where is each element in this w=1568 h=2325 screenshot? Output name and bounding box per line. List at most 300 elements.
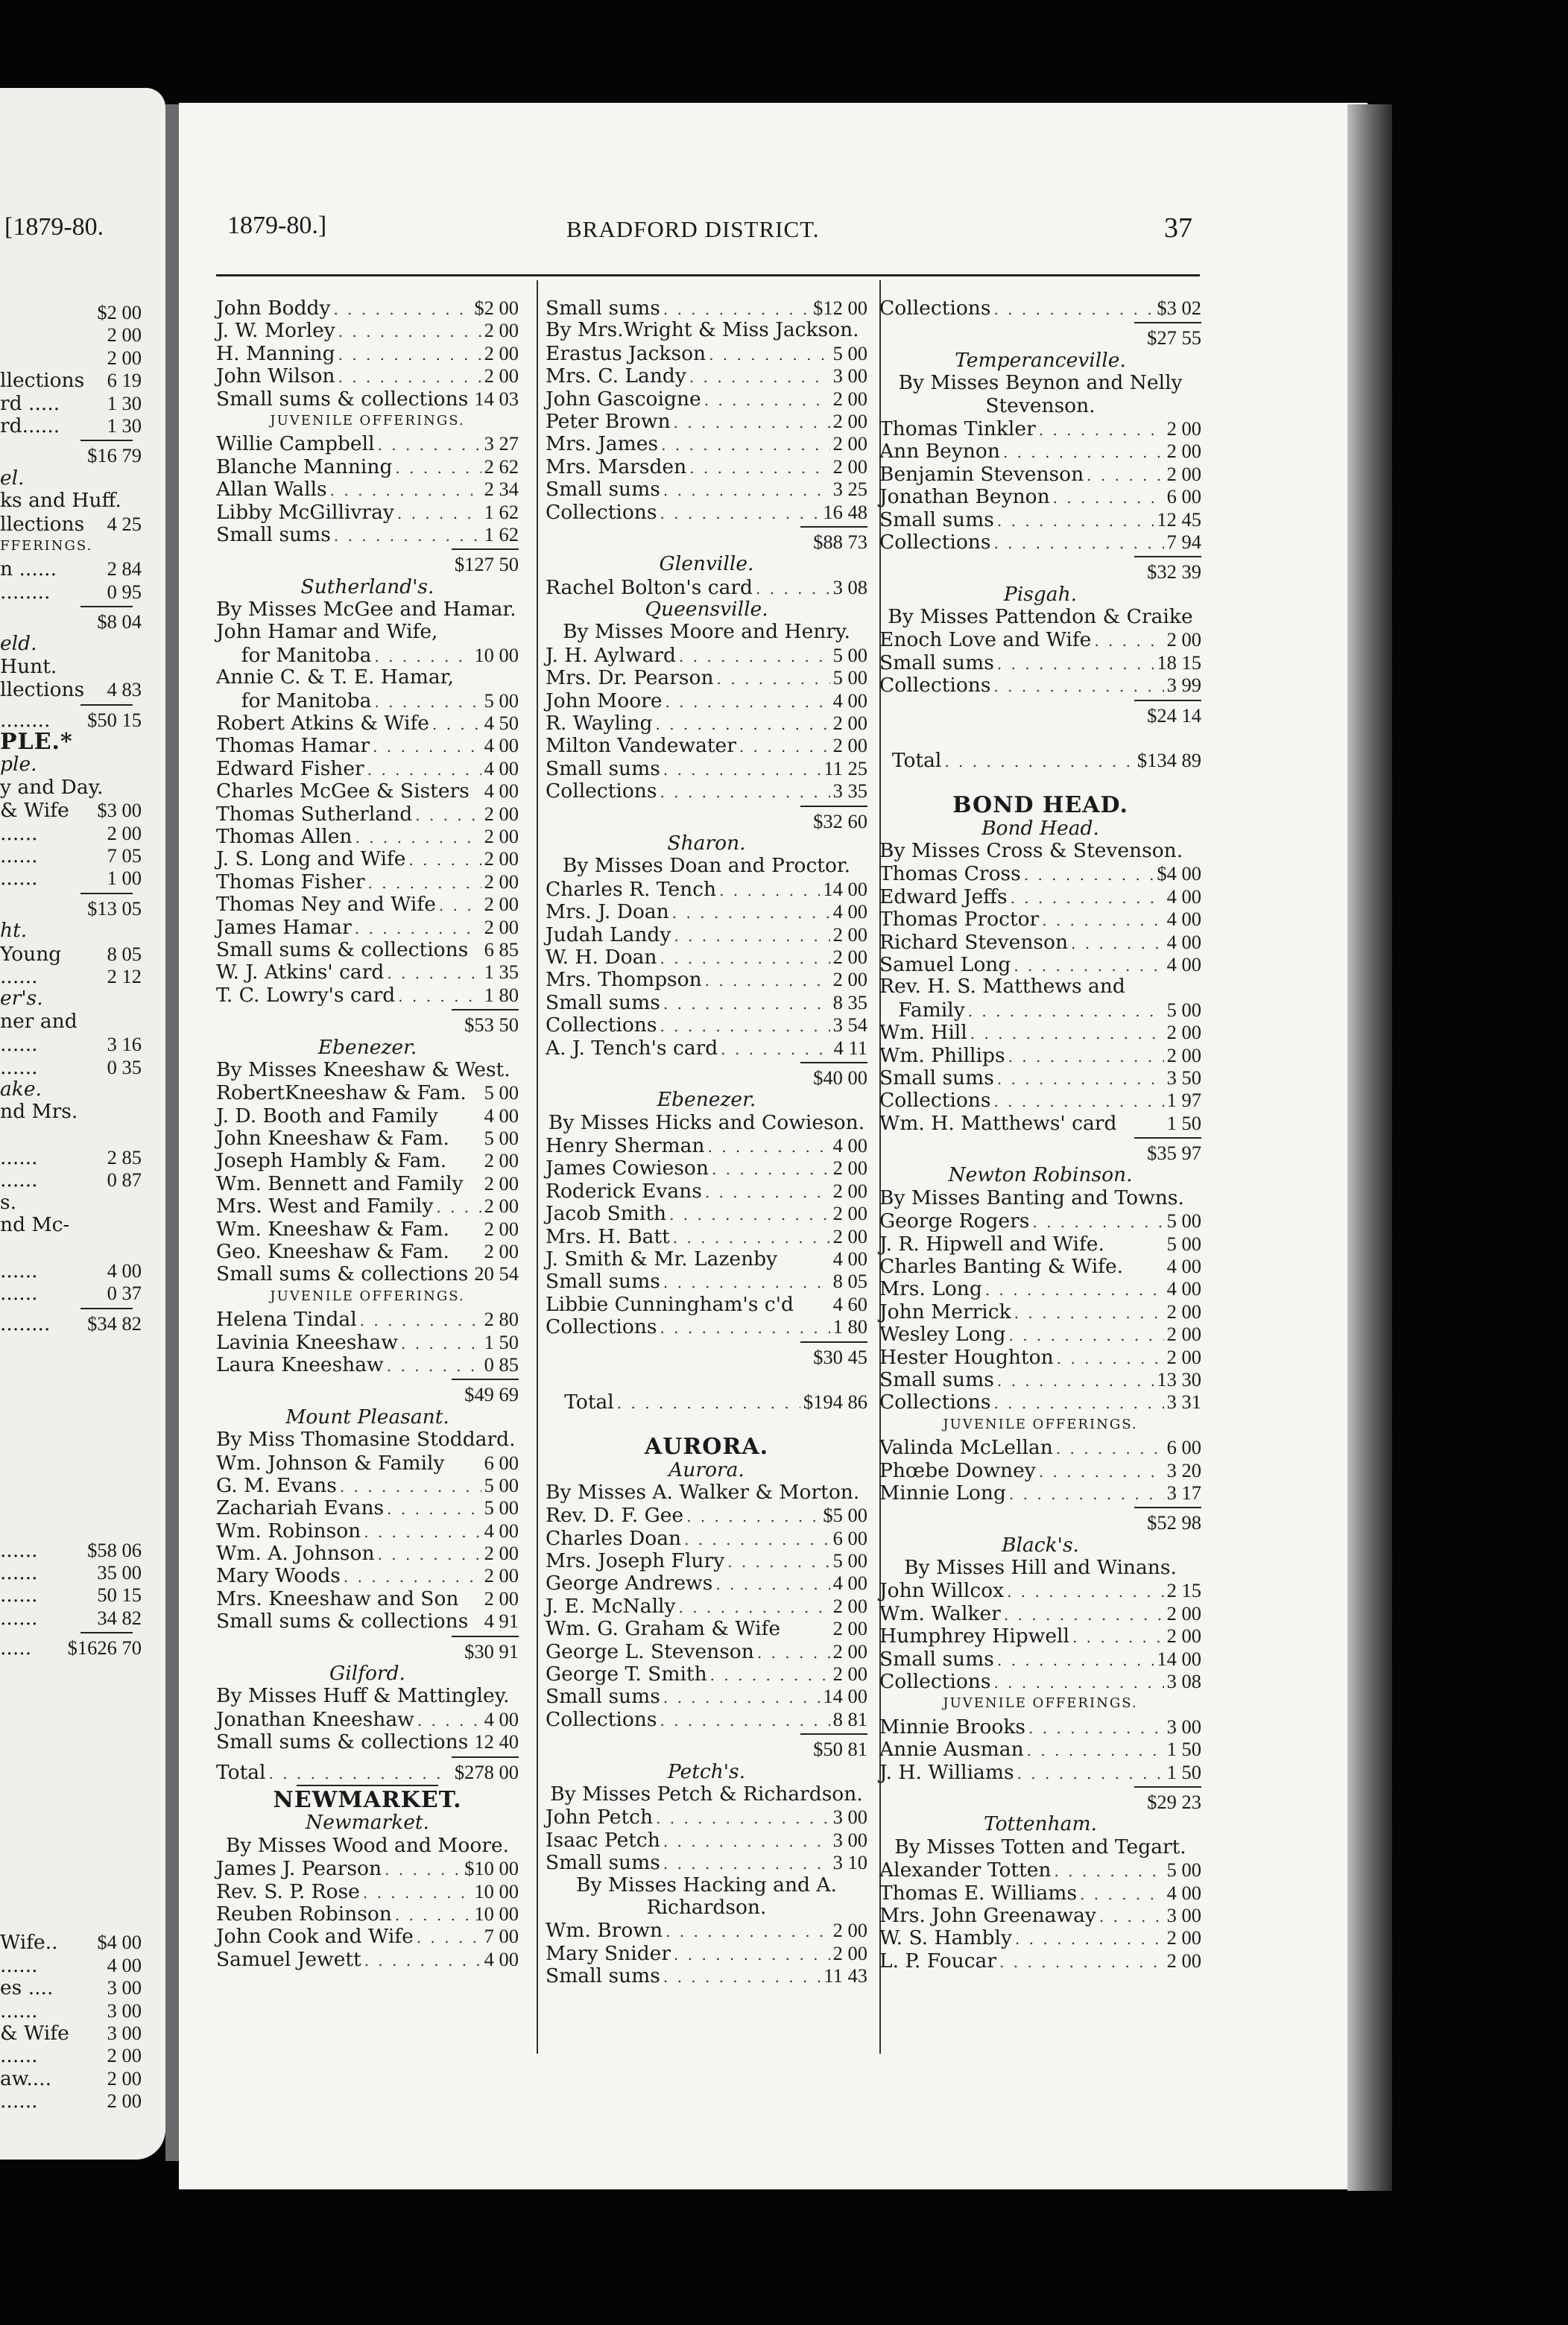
leader-dots — [367, 759, 481, 781]
donation-entry — [546, 388, 867, 410]
donor-name: Minnie Brooks — [879, 1715, 1026, 1739]
donor-name: Collections — [546, 1707, 657, 1731]
left-entry-amount: 1 30 — [107, 391, 142, 414]
amount: $30 91 — [464, 1639, 519, 1663]
donation-entry — [216, 1857, 519, 1879]
leader-dots — [334, 525, 481, 547]
donor-name: Rev. S. P. Rose — [216, 1879, 360, 1903]
amount: 2 00 — [832, 455, 867, 478]
left-entry-amount: 4 25 — [107, 512, 142, 535]
donation-entry — [216, 1452, 519, 1474]
heading-text: By Misses Beynon and Nelly — [898, 371, 1183, 395]
donor-name: Thomas Sutherland — [216, 802, 413, 826]
heading-text: Petch's. — [667, 1759, 746, 1783]
donation-entry — [879, 417, 1201, 440]
left-entry — [0, 1976, 142, 1999]
donation-entry — [546, 1202, 867, 1224]
heading-text: By Misses Hacking and A. — [576, 1873, 837, 1897]
leader-dots — [378, 434, 481, 456]
leader-dots — [417, 1926, 481, 1949]
amount: 6 00 — [832, 1526, 867, 1549]
left-entry-text: s. — [0, 1190, 17, 1214]
page-number: 37 — [1164, 212, 1192, 244]
circuit-heading — [546, 1459, 867, 1481]
donor-name: Edward Fisher — [216, 756, 364, 780]
donation-entry — [879, 1323, 1201, 1345]
donation-entry — [216, 757, 519, 779]
heading-line — [546, 621, 867, 643]
amount: 5 00 — [832, 643, 867, 666]
subtotal-rule — [452, 548, 519, 550]
circuit-heading — [546, 553, 867, 575]
amount: 11 25 — [823, 756, 867, 779]
amount: $134 89 — [1137, 749, 1201, 772]
heading-text: Queensville. — [645, 598, 768, 621]
donation-entry — [546, 991, 867, 1013]
donor-name: J. R. Hipwell and Wife. — [879, 1232, 1104, 1256]
donor-name: J. S. Long and Wife — [216, 847, 406, 871]
left-entry — [0, 656, 142, 678]
left-entry-text: llections — [0, 512, 85, 536]
left-entry-text: ..... — [0, 1636, 32, 1660]
left-entry — [0, 301, 142, 323]
amount: 5 00 — [1166, 1232, 1201, 1255]
heading-text: By Misses Doan and Proctor. — [562, 854, 851, 878]
left-entry — [0, 2022, 142, 2044]
left-entry-text: ...... — [0, 821, 38, 845]
column-3 — [879, 297, 1201, 1972]
donation-entry — [546, 712, 867, 734]
leader-dots — [395, 457, 481, 479]
amount: 2 00 — [832, 923, 867, 946]
leader-dots — [344, 1566, 481, 1588]
left-entry-text: ...... — [0, 1055, 38, 1079]
amount: 2 00 — [832, 945, 867, 968]
left-entry-amount: 7 05 — [107, 844, 142, 867]
donor-name: Libbie Cunningham's c'd — [546, 1292, 794, 1316]
donor-name: Small sums — [216, 522, 331, 546]
amount: 2 00 — [832, 1179, 867, 1202]
left-entry-amount: 0 95 — [107, 580, 142, 603]
amount: 20 54 — [474, 1262, 519, 1285]
subtotal-line — [879, 1791, 1201, 1813]
left-entry — [0, 1931, 142, 1953]
donation-entry — [546, 644, 867, 666]
left-entry — [0, 1607, 142, 1629]
amount: 1 80 — [484, 983, 519, 1006]
amount: 2 00 — [484, 1149, 519, 1172]
leader-dots — [355, 826, 481, 849]
leader-dots — [387, 1498, 481, 1520]
amount: 3 00 — [1166, 1903, 1201, 1926]
left-entry-text: PLE.* — [0, 729, 73, 756]
donor-name: Ann Beynon — [879, 440, 1000, 464]
leader-dots — [708, 1136, 830, 1158]
left-entry-text: ...... — [0, 1584, 38, 1607]
donor-name: H. Manning — [216, 341, 335, 365]
left-entry-amount: 50 15 — [97, 1584, 142, 1607]
left-page — [0, 88, 165, 2160]
amount: 2 00 — [484, 1564, 519, 1587]
left-entry — [0, 1259, 142, 1282]
leader-dots — [1042, 909, 1163, 931]
donor-name: Mrs. J. Doan — [546, 900, 669, 924]
donor-name: Thomas Cross — [879, 862, 1021, 886]
donor-name: Small sums & collections — [216, 937, 469, 961]
amount: 2 00 — [832, 387, 867, 410]
leader-dots — [663, 993, 830, 1015]
left-entry-amount: 2 00 — [107, 2090, 142, 2113]
leader-dots — [1014, 1302, 1164, 1324]
donation-entry — [879, 440, 1201, 462]
donation-entry — [216, 1587, 519, 1610]
amount: 3 08 — [832, 575, 867, 598]
left-entry — [0, 1168, 142, 1191]
donor-name: J. D. Booth and Family — [216, 1104, 438, 1127]
left-entry — [0, 1516, 142, 1538]
left-entry-text: es .... — [0, 1976, 54, 2000]
leader-dots — [1094, 630, 1163, 652]
heading-text: By Misses Petch & Richardson. — [550, 1782, 863, 1806]
left-entry-text: el. — [0, 466, 25, 490]
donor-name: By Misses McGee and Hamar. — [216, 598, 516, 621]
leader-dots — [679, 645, 830, 668]
amount: 2 00 — [1166, 1601, 1201, 1625]
amount: 2 00 — [1166, 1345, 1201, 1368]
donation-entry — [546, 1663, 867, 1685]
donor-name: Wm. Kneeshaw & Fam. — [216, 1217, 449, 1241]
leader-dots — [1003, 441, 1164, 464]
heading-text: AURORA. — [644, 1434, 769, 1461]
donation-entry — [216, 1761, 519, 1783]
subtotal-line — [879, 560, 1201, 583]
amount: $50 81 — [813, 1738, 867, 1761]
donor-name: John Willcox — [879, 1579, 1005, 1603]
donor-name: Willie Campbell — [216, 432, 375, 456]
donor-name: Henry Sherman — [546, 1134, 705, 1158]
leader-dots — [756, 578, 830, 600]
left-entry — [0, 1795, 142, 1818]
donor-name: By Misses A. Walker & Morton. — [546, 1480, 860, 1504]
left-entry-amount: 1 00 — [107, 867, 142, 890]
leader-dots — [684, 1528, 830, 1551]
amount: 3 10 — [832, 1851, 867, 1874]
amount: 2 00 — [484, 1542, 519, 1565]
donation-entry — [546, 779, 867, 802]
donor-name: Small sums — [879, 1066, 994, 1089]
leader-dots — [1024, 864, 1154, 886]
left-entry-amount: 4 00 — [107, 1953, 142, 1976]
left-entry-text: eld. — [0, 632, 37, 656]
left-entry — [0, 776, 142, 799]
amount: $30 45 — [813, 1345, 867, 1368]
amount: 4 00 — [832, 1134, 867, 1157]
donation-entry — [546, 1851, 867, 1873]
amount: 2 15 — [1166, 1579, 1201, 1602]
donation-entry — [216, 1172, 519, 1195]
leader-dots — [663, 1686, 821, 1709]
left-entry — [0, 323, 142, 346]
donor-name: L. P. Foucar — [879, 1949, 997, 1973]
left-entry — [0, 490, 142, 512]
amount: 4 00 — [484, 1947, 519, 1970]
left-entry-text: llections — [0, 369, 85, 393]
donor-name: Small sums — [546, 1270, 660, 1294]
heading-text: Sharon. — [667, 831, 746, 855]
donation-entry — [216, 1218, 519, 1240]
subtotal-line — [216, 1383, 519, 1405]
amount: 2 00 — [484, 847, 519, 870]
leader-dots — [1008, 1046, 1164, 1068]
donor-name: Wm. Brown — [546, 1919, 663, 1943]
amount: 2 00 — [1166, 417, 1201, 440]
left-entry — [0, 1448, 142, 1470]
leader-dots — [660, 947, 829, 969]
donation-entry — [546, 1293, 867, 1315]
left-entry-amount: 2 84 — [107, 557, 142, 581]
left-entry-amount: $50 15 — [87, 708, 142, 731]
amount: 5 00 — [484, 1081, 519, 1104]
amount: 2 00 — [832, 1224, 867, 1247]
left-entry-text: ner and — [0, 1009, 78, 1033]
amount: $278 00 — [454, 1760, 519, 1783]
left-entry — [0, 535, 142, 557]
donation-entry — [879, 1926, 1201, 1949]
amount: 2 00 — [484, 824, 519, 847]
running-head-title: BRADFORD DISTRICT. — [566, 216, 820, 242]
donor-name: Helena Tindal — [216, 1308, 357, 1332]
donation-entry — [546, 923, 867, 946]
circuit-heading — [216, 576, 519, 598]
left-entry-text: er's. — [0, 987, 43, 1010]
donation-entry — [216, 1474, 519, 1496]
donation-entry — [879, 749, 1201, 771]
donor-name: Family — [879, 998, 965, 1022]
donation-entry — [216, 984, 519, 1006]
donor-name: By Misses Cross & Stevenson. — [879, 838, 1183, 862]
amount: 4 11 — [833, 1036, 867, 1059]
leader-dots — [1007, 1581, 1164, 1603]
leader-dots — [757, 1642, 830, 1664]
donor-name: Total — [546, 1391, 614, 1414]
amount: 4 00 — [1166, 1255, 1201, 1278]
heading-text: By Misses Totten and Tegart. — [894, 1835, 1186, 1859]
donor-name: Rev. H. S. Matthews and — [879, 975, 1125, 999]
amount: 5 00 — [832, 341, 867, 364]
left-entry — [0, 1426, 142, 1448]
donation-entry — [546, 364, 867, 387]
donor-name: George Rogers — [879, 1209, 1030, 1233]
donation-entry — [879, 1233, 1201, 1255]
left-entry — [0, 633, 142, 655]
amount: 16 48 — [823, 500, 867, 523]
donation-entry — [546, 900, 867, 923]
amount: 11 43 — [823, 1964, 867, 1987]
donor-name: Mrs. Joseph Flury — [546, 1549, 725, 1573]
leader-dots — [398, 985, 481, 1008]
left-entry — [0, 709, 142, 731]
leader-dots — [387, 962, 481, 984]
donor-name: Mary Snider — [546, 1941, 671, 1965]
amount: $32 60 — [813, 809, 867, 832]
donation-entry — [879, 1481, 1201, 1504]
amount: $10 00 — [464, 1857, 519, 1880]
circuit-heading — [879, 349, 1201, 372]
donor-name: Charles Doan — [546, 1526, 682, 1550]
subtotal-rule — [80, 1308, 133, 1309]
leader-dots — [333, 298, 471, 320]
donation-entry — [216, 734, 519, 756]
left-entry — [0, 2067, 142, 2090]
left-entry — [0, 1660, 142, 1682]
left-entry-amount: $1626 70 — [67, 1636, 142, 1660]
amount: $32 39 — [1147, 560, 1201, 583]
left-entry-text: ...... — [0, 1033, 38, 1057]
amount: 2 00 — [1166, 1323, 1201, 1346]
amount: 18 15 — [1157, 651, 1201, 674]
donation-entry — [546, 1572, 867, 1594]
amount: 7 00 — [484, 1925, 519, 1948]
donor-name: John Merrick — [879, 1300, 1011, 1323]
circuit-heading — [879, 1534, 1201, 1557]
subtotal-rule — [452, 1756, 519, 1758]
heading-text: Ebenezer. — [317, 1035, 417, 1059]
left-entry-amount: 3 00 — [107, 1976, 142, 1999]
left-entry-text: rd ..... — [0, 391, 60, 415]
amount: $12 00 — [813, 297, 867, 319]
amount: 2 00 — [832, 1617, 867, 1640]
donor-name: Small sums — [879, 651, 994, 674]
donor-name: Small sums — [879, 1647, 994, 1671]
subtotal-rule — [80, 704, 133, 706]
donation-entry — [546, 455, 867, 478]
donation-entry — [216, 689, 519, 712]
donor-name: Mrs. Dr. Pearson — [546, 666, 714, 690]
leader-dots — [439, 894, 481, 917]
amount: 2 00 — [832, 1919, 867, 1942]
amount: 2 00 — [484, 364, 519, 388]
subtotal-line — [546, 1066, 867, 1089]
leader-dots — [689, 457, 829, 479]
amount: 1 50 — [1166, 1111, 1201, 1134]
donation-entry — [879, 999, 1201, 1021]
left-entry — [0, 467, 142, 490]
amount: 2 80 — [484, 1308, 519, 1331]
donation-entry — [216, 1195, 519, 1217]
left-entry-amount: 0 37 — [107, 1282, 142, 1305]
donation-entry — [546, 478, 867, 500]
donation-entry — [546, 666, 867, 689]
column-2 — [546, 297, 867, 1987]
section-rule — [297, 1785, 438, 1786]
donation-entry — [216, 1331, 519, 1353]
left-entry-text: ...... — [0, 1561, 38, 1585]
heading-line — [216, 410, 519, 432]
donation-entry — [216, 1308, 519, 1330]
heading-text: By Misses Wood and Moore. — [225, 1833, 510, 1857]
heading-text: By Misses Hill and Winans. — [904, 1556, 1177, 1580]
donation-entry — [216, 666, 519, 689]
donation-entry — [216, 938, 519, 961]
leader-dots — [663, 1966, 821, 1988]
circuit-heading — [546, 598, 867, 621]
amount: 2 00 — [832, 968, 867, 991]
donation-entry — [546, 1247, 867, 1270]
left-entry — [0, 1033, 142, 1055]
left-entry-amount: 2 00 — [107, 821, 142, 844]
leader-dots — [666, 1920, 830, 1943]
left-entry-text: ht. — [0, 919, 28, 943]
left-entry — [0, 1312, 142, 1335]
amount: 0 85 — [484, 1353, 519, 1376]
amount: $2 00 — [474, 297, 519, 319]
leader-dots — [1039, 419, 1164, 441]
left-entry — [0, 1863, 142, 1885]
subtotal-rule — [800, 806, 867, 807]
amount: 1 62 — [484, 522, 519, 545]
donor-name: J. W. Morley — [216, 319, 335, 343]
leader-dots — [673, 1227, 830, 1249]
leader-dots — [993, 1090, 1163, 1113]
left-entry-amount: 4 83 — [107, 678, 142, 701]
donation-entry — [216, 1059, 519, 1081]
donation-entry — [216, 893, 519, 915]
donor-name: George Andrews — [546, 1572, 713, 1595]
heading-line — [879, 606, 1201, 628]
blank-line — [879, 727, 1201, 749]
heading-text: Gilford. — [329, 1662, 405, 1686]
subtotal-line — [546, 810, 867, 832]
donor-name: Small sums — [546, 478, 660, 502]
amount: 3 00 — [832, 1828, 867, 1851]
donation-entry — [879, 1044, 1201, 1066]
leader-dots — [689, 366, 830, 388]
amount: 5 00 — [1166, 1209, 1201, 1233]
leader-dots — [417, 1709, 481, 1732]
donation-entry — [546, 1270, 867, 1292]
donor-name: Small sums — [879, 1367, 994, 1391]
left-entry — [0, 1886, 142, 1908]
left-entry-text: & Wife — [0, 2021, 69, 2045]
leader-dots — [1027, 1739, 1164, 1762]
left-entry-text: ........ — [0, 1312, 51, 1335]
leader-dots — [705, 969, 830, 992]
blank-line — [546, 1414, 867, 1436]
donation-entry — [216, 1496, 519, 1519]
heading-text: Mount Pleasant. — [285, 1405, 449, 1429]
donation-entry — [216, 1948, 519, 1970]
amount: $29 23 — [1147, 1791, 1201, 1813]
leader-dots — [674, 411, 830, 434]
left-entry — [0, 610, 142, 633]
donor-name: Samuel Jewett — [216, 1947, 361, 1971]
donor-name: Zachariah Evans — [216, 1496, 385, 1520]
amount: 2 00 — [832, 1594, 867, 1617]
leader-dots — [663, 759, 821, 781]
leader-dots — [710, 1664, 830, 1686]
heading-text: Stevenson. — [985, 393, 1096, 417]
left-entry-text: ...... — [0, 2090, 38, 2113]
leader-dots — [674, 925, 829, 947]
donation-entry — [879, 1187, 1201, 1209]
subtotal-rule — [80, 440, 133, 441]
blank-line — [546, 1368, 867, 1391]
leader-dots — [1099, 1905, 1164, 1928]
leader-dots — [338, 344, 481, 366]
left-entry-text: ks and Huff. — [0, 489, 121, 513]
donation-entry — [546, 501, 867, 523]
donation-entry — [546, 878, 867, 900]
